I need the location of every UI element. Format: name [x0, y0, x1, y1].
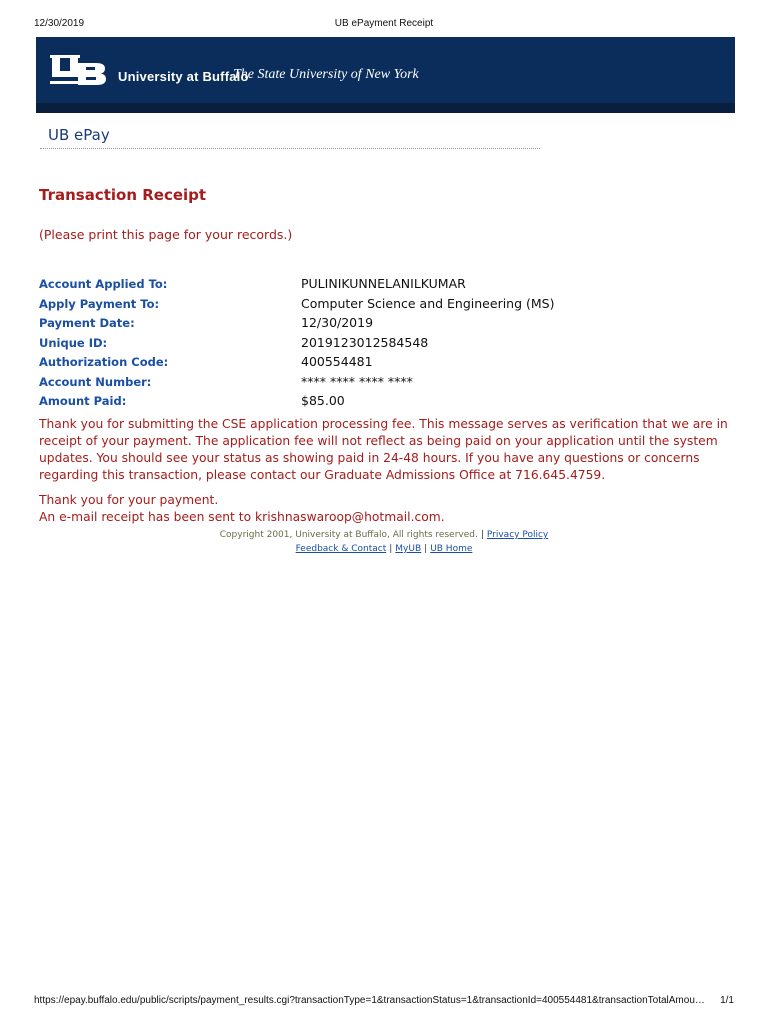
detail-label: Account Applied To:	[39, 277, 168, 291]
separator: |	[389, 544, 393, 554]
detail-value: 12/30/2019	[301, 315, 374, 330]
receipt-details	[39, 277, 679, 414]
copyright-footer	[0, 530, 768, 540]
detail-value: **** **** **** ****	[301, 373, 413, 389]
detail-value: $85.00	[301, 393, 345, 408]
detail-value: PULINIKUNNELANILKUMAR	[301, 276, 466, 291]
privacy-policy-link[interactable]: Privacy Policy	[486, 530, 549, 540]
print-date: 12/30/2019	[34, 18, 85, 29]
university-name: University at Buffalo	[118, 69, 249, 84]
print-header	[34, 18, 734, 32]
detail-value: Computer Science and Engineering (MS)	[301, 295, 555, 311]
page-title: Transaction Receipt	[39, 186, 207, 204]
page-number: 1/1	[720, 995, 734, 1006]
detail-value: 2019123012584548	[301, 334, 429, 350]
ub-logo-icon	[50, 53, 108, 87]
detail-label: Unique ID:	[39, 335, 108, 350]
detail-row-account	[39, 277, 679, 297]
detail-label: Apply Payment To:	[39, 296, 160, 311]
print-note: (Please print this page for your records.)	[39, 227, 293, 242]
detail-row-auth-code	[39, 355, 679, 375]
print-footer	[34, 995, 734, 1009]
detail-label: Amount Paid:	[39, 394, 127, 408]
ub-home-link[interactable]: UB Home	[430, 544, 473, 554]
detail-label: Authorization Code:	[39, 355, 169, 369]
page-url: https://epay.buffalo.edu/public/scripts/payment_results.cgi?transactionType=1&transactionStatus=1&transactionId=400554481&transactionTotalAmou…	[34, 995, 705, 1006]
divider	[40, 148, 540, 149]
detail-label: Payment Date:	[39, 316, 135, 330]
thank-you-block	[39, 492, 639, 526]
university-banner	[36, 37, 735, 113]
detail-label: Account Number:	[39, 374, 152, 389]
separator: |	[480, 530, 484, 540]
footer-links	[0, 544, 768, 554]
detail-row-payment-date	[39, 316, 679, 336]
feedback-contact-link[interactable]: Feedback & Contact	[295, 544, 387, 554]
myub-link[interactable]: MyUB	[395, 544, 422, 554]
copyright-text: Copyright 2001, University at Buffalo, All rights reserved.	[219, 530, 478, 540]
university-subtitle: The State University of New York	[233, 67, 419, 82]
thank-you-line: Thank you for your payment.	[39, 493, 219, 507]
confirmation-message: Thank you for submitting the CSE application processing fee. This message serves as verification that we are in receipt of your payment. The application fee will not reflect as being paid on your application until the system updates. You should see your status as showing paid in 24-48 hours. If you have any questions or concerns regarding this transaction, please contact our Graduate Admissions Office at 716.645.4759.	[39, 417, 728, 482]
app-title: UB ePay	[48, 126, 110, 144]
detail-row-account-number	[39, 375, 679, 395]
detail-row-amount	[39, 394, 679, 414]
separator: |	[424, 544, 428, 554]
email-receipt-line: An e-mail receipt has been sent to krishnaswaroop@hotmail.com.	[39, 510, 445, 524]
detail-value: 400554481	[301, 354, 373, 369]
detail-row-unique-id	[39, 336, 679, 356]
print-page-title: UB ePayment Receipt	[334, 18, 434, 29]
detail-row-apply-to	[39, 297, 679, 317]
